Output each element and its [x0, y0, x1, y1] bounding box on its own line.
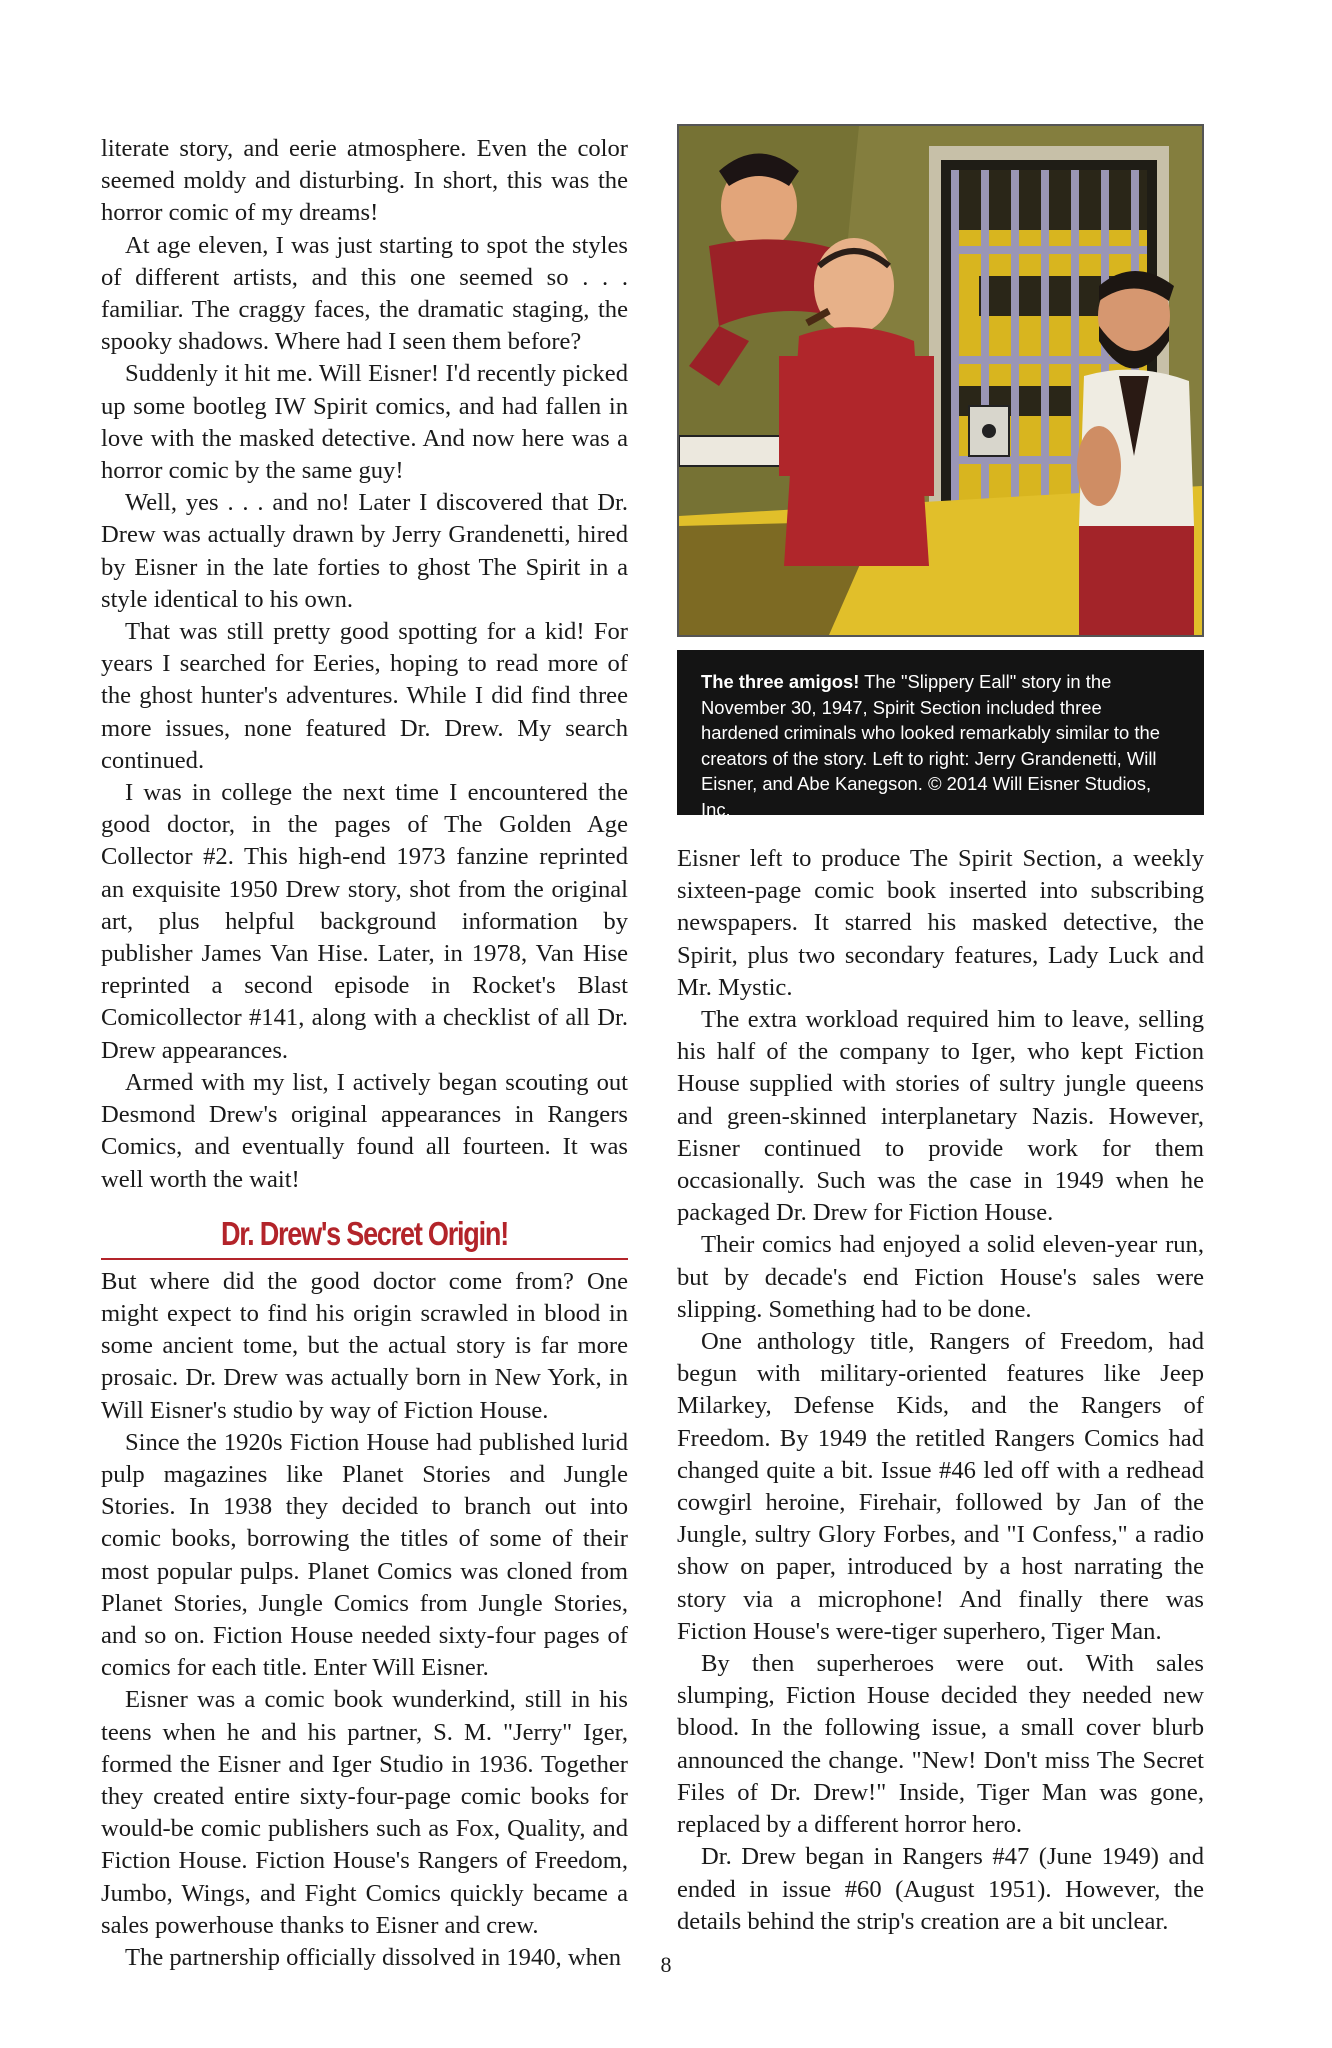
comic-panel-art — [679, 126, 1202, 635]
paragraph: But where did the good doctor come from? One might expect to find his origin scrawled in blood in some ancient tome, but the actual story is far more prosaic. Dr. Drew was actually born in New York, in Will Eisner's studio by way of Fiction House. — [101, 1267, 628, 1424]
paragraph: Their comics had enjoyed a solid eleven-year run, but by decade's end Fiction House's sales were slipping. Something had to be done. — [677, 1231, 1204, 1323]
paragraph: Dr. Drew began in Rangers #47 (June 1949) and ended in issue #60 (August 1951). However, the details behind the strip's creation are a bit unclear. — [677, 1843, 1204, 1935]
figure-caption — [677, 650, 1204, 820]
section-heading — [101, 1214, 628, 1266]
paragraph: Armed with my list, I actively began scouting out Desmond Drew's original appearances in Rangers Comics, and eventually found all fourteen. It was well worth the wait! — [101, 1068, 628, 1193]
section-heading-text: Dr. Drew's Secret Origin! — [213, 1215, 516, 1252]
paragraph: Well, yes . . . and no! Later I discovered that Dr. Drew was actually drawn by Jerry Grandenetti, hired by Eisner in the late forties to ghost The Spirit in a style identical to his own. — [101, 489, 628, 613]
left-column — [101, 133, 628, 1974]
comic-panel-illustration — [677, 124, 1204, 637]
paragraph: The extra workload required him to leave, selling his half of the company to Iger, who kept Fiction House supplied with stories of sultry jungle queens and green-skinned interplanetary Nazis. However, Eisner continued to provide work for them occasionally. Such was the case in 1949 when he packaged Dr. Drew for Fiction House. — [677, 1006, 1204, 1227]
paragraph: Since the 1920s Fiction House had published lurid pulp magazines like Planet Stories and Jungle Stories. In 1938 they decided to branch out into comic books, borrowing the titles of some of their most popular pulps. Planet Comics was cloned from Planet Stories, Jungle Comics from Jungle Stories, and so on. Fiction House needed sixty-four pages of comics for each title. Enter Will Eisner. — [101, 1428, 628, 1682]
paragraph: Eisner was a comic book wunderkind, still in his teens when he and his partner, S. M. "Jerry" Iger, formed the Eisner and Iger Studio in 1936. Together they created entire sixty-four-page comic books for would-be comic publishers such as Fox, Quality, and Fiction House. Fiction House's Rangers of Freedom, Jumbo, Wings, and Fight Comics quickly became a sales powerhouse thanks to Eisner and crew. — [101, 1686, 628, 1939]
paragraph: At age eleven, I was just starting to spot the styles of different artists, and this one seemed so . . . familiar. The craggy faces, the dramatic staging, the spooky shadows. Where had I seen them before? — [101, 231, 628, 356]
paragraph: The partnership officially dissolved in 1940, when — [125, 1943, 622, 1971]
right-column — [677, 843, 1204, 1938]
caption-text: The "Slippery Eall" story in the November 30, 1947, Spirit Section included three hardened criminals who looked remarkably similar to the creators of the story. Left to right: Jerry Grandenetti, Will Eisner, and Abe Kanegson. © 2014 Will Eisner Studios, Inc. — [701, 671, 1160, 820]
heading-rule — [101, 1258, 628, 1260]
paragraph: One anthology title, Rangers of Freedom, had begun with military-oriented features like Jeep Milarkey, Defense Kids, and the Rangers of Freedom. By 1949 the retitled Rangers Comics had changed quite a bit. Issue #46 led off with a redhead cowgirl heroine, Firehair, followed by Jan of the Jungle, sultry Glory Forbes, and "I Confess," a radio show on paper, introduced by a host narrating the story via a microphone! And finally there was Fiction House's were-tiger superhero, Tiger Man. — [677, 1328, 1204, 1645]
paragraph: That was still pretty good spotting for a kid! For years I searched for Eeries, hoping to read more of the ghost hunter's adventures. While I did find three more issues, none featured Dr. Drew. My search continued. — [101, 618, 628, 774]
paragraph: Eisner left to produce The Spirit Section, a weekly sixteen-page comic book inserted into subscribing newspapers. It starred his masked detective, the Spirit, plus two secondary features, Lady Luck and Mr. Mystic. — [677, 845, 1204, 1001]
caption-lead: The three amigos! — [701, 671, 860, 692]
page-number: 8 — [660, 1952, 672, 1977]
paragraph: I was in college the next time I encountered the good doctor, in the pages of The Golden Age Collector #2. This high-end 1973 fanzine reprinted an exquisite 1950 Drew story, shot from the original art, plus helpful background information by publisher James Van Hise. Later, in 1978, Van Hise reprinted a second episode in Rocket's Blast Comicollector #141, along with a checklist of all Dr. Drew appearances. — [101, 779, 628, 1064]
paragraph: Suddenly it hit me. Will Eisner! I'd recently picked up some bootleg IW Spirit comics, and had fallen in love with the masked detective. And now here was a horror comic by the same guy! — [101, 360, 628, 485]
paragraph: literate story, and eerie atmosphere. Even the color seemed moldy and disturbing. In short, this was the horror comic of my dreams! — [101, 135, 628, 227]
paragraph: By then superheroes were out. With sales slumping, Fiction House decided they needed new blood. In the following issue, a small cover blurb announced the change. "New! Don't miss The Secret Files of Dr. Drew!" Inside, Tiger Man was gone, replaced by a different horror hero. — [677, 1650, 1204, 1839]
